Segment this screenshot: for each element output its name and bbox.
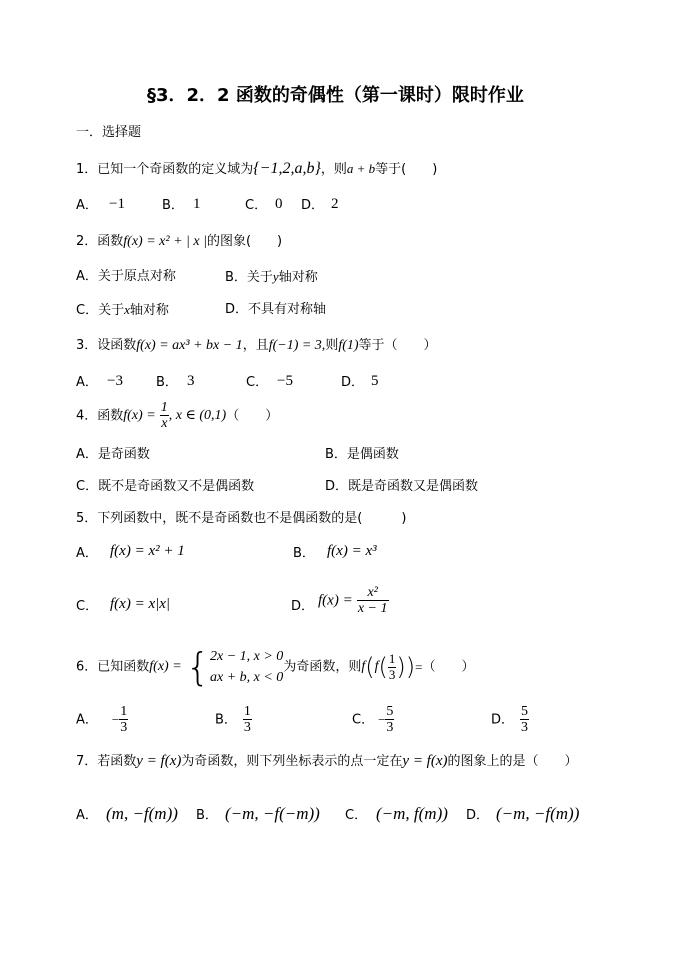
q6-eq: = <box>415 659 423 675</box>
question-6 <box>76 646 474 688</box>
section-heading: 一．选择题 <box>76 125 142 140</box>
q6-case-1: 2x − 1, x > 0 <box>209 649 284 664</box>
q1-option-d-value: 2 <box>331 196 339 212</box>
q1-option-c-label: C． <box>245 198 268 213</box>
q5-option-b-expr: f(x) = x³ <box>327 543 377 559</box>
q6-tail: （ ） <box>422 659 475 675</box>
q1-option-c-value: 0 <box>275 196 283 212</box>
q6-option-b-fraction <box>243 704 252 736</box>
q3-option-d-value: 5 <box>371 373 379 389</box>
q2-option-a: A．关于原点对称 <box>76 269 176 284</box>
q6-option-b-den: 3 <box>243 720 251 736</box>
q6-option-a <box>76 704 128 736</box>
q3-option-c-label: C． <box>246 375 269 390</box>
question-1 <box>76 161 437 177</box>
q2-option-c <box>76 303 169 317</box>
q2-option-d: D．不具有对称轴 <box>225 302 327 317</box>
q1-option-b-value: 1 <box>193 196 201 212</box>
q6-option-d-fraction <box>520 704 529 736</box>
q4-fraction <box>160 400 169 432</box>
q6-option-c-sign: − <box>378 712 386 728</box>
q2-option-b-tail: 轴对称 <box>278 270 318 285</box>
q6-ask-den: 3 <box>388 666 396 682</box>
q7-option-a-label: A． <box>76 808 98 823</box>
q3-option-b-label: B． <box>156 375 178 390</box>
q6-option-d-num: 5 <box>521 704 529 719</box>
q6-option-a-sign: − <box>111 712 120 728</box>
q6-option-a-label: A． <box>76 712 98 728</box>
q6-lhs: f(x) = <box>149 659 182 674</box>
q2-expr: f(x) = x² + | x | <box>123 234 207 249</box>
q4-domain: , x ∈ (0,1) <box>168 407 227 423</box>
q3-mid: ，且 <box>242 338 269 353</box>
q6-ask-inner: f <box>374 659 379 674</box>
q7-option-d-label: D． <box>466 808 490 823</box>
q7-mid: 为奇函数，则下列坐标表示的点一定在 <box>181 754 403 769</box>
q5-option-d-fraction <box>357 585 389 617</box>
q6-option-b <box>215 704 252 736</box>
q5-option-d-num: x² <box>357 585 389 601</box>
q6-brace: { <box>185 645 210 689</box>
q1-option-d-label: D． <box>301 198 325 213</box>
q2-option-b-label: B．关于 <box>225 270 273 285</box>
q6-option-d-den: 3 <box>521 720 529 736</box>
q4-option-d: D．既是奇函数又是偶函数 <box>325 479 479 494</box>
q4-fraction-num: 1 <box>160 400 168 415</box>
q7-option-a-value: (m, −f(m)) <box>106 804 178 823</box>
q3-option-b-value: 3 <box>187 373 195 389</box>
q3-option-a-value: −3 <box>107 373 123 389</box>
q4-option-a: A．是奇函数 <box>76 447 150 462</box>
q5-option-a-expr: f(x) = x² + 1 <box>110 543 185 559</box>
q6-piecewise <box>186 646 284 688</box>
q5-option-d-den: x − 1 <box>357 601 388 617</box>
q5-option-b-label: B． <box>293 546 315 561</box>
q6-option-a-fraction <box>119 704 128 736</box>
q6-option-b-label: B． <box>215 712 237 728</box>
q3-option-d-label: D． <box>341 375 365 390</box>
q4-fraction-den: x <box>161 416 168 432</box>
q6-option-a-num: 1 <box>120 704 128 719</box>
q6-option-b-num: 1 <box>243 704 251 719</box>
page-title: §3．2．2 函数的奇偶性（第一课时）限时作业 <box>147 85 524 106</box>
q3-mid2: 则 <box>325 338 339 353</box>
question-2 <box>76 235 282 249</box>
q1-tail: 等于( ) <box>375 162 438 177</box>
question-7 <box>76 754 578 769</box>
q4-stem: 4．函数 <box>76 408 124 424</box>
q7-option-b-value: (−m, −f(−m)) <box>225 804 320 823</box>
q7-option-c-label: C． <box>345 808 368 823</box>
q3-option-c-value: −5 <box>277 373 293 389</box>
q3-expr: f(x) = ax³ + bx − 1 <box>136 338 243 353</box>
q6-case-2: ax + b, x < 0 <box>209 670 284 685</box>
q6-option-c-den: 3 <box>386 720 394 736</box>
q2-option-c-var: x <box>124 302 130 317</box>
q6-ask-num: 1 <box>388 651 396 667</box>
q2-option-c-label: C．关于 <box>76 303 125 318</box>
q5-option-d-lhs: f(x) = <box>318 592 353 609</box>
q2-tail: 的图象( ) <box>206 234 283 249</box>
q5-option-d-label: D． <box>291 599 315 614</box>
q6-mid: 为奇函数，则 <box>283 659 362 675</box>
q6-option-d-label: D． <box>491 712 515 728</box>
q6-paren-open-inner: ( <box>378 653 388 681</box>
q3-ask: f(1) <box>338 338 359 353</box>
q1-stem: 1．已知一个奇函数的定义域为 <box>76 162 254 177</box>
q3-tail: 等于（ ） <box>358 338 437 353</box>
q7-option-c-value: (−m, f(m)) <box>376 804 448 823</box>
q6-stem: 6．已知函数 <box>76 659 150 675</box>
q6-option-a-den: 3 <box>120 720 128 736</box>
q4-lhs: f(x) = <box>123 407 156 423</box>
q1-option-a-label: A． <box>76 198 98 213</box>
q6-option-c <box>352 704 394 736</box>
q7-stem: 7．若函数 <box>76 754 137 769</box>
q6-option-c-fraction <box>385 704 394 736</box>
q1-set: {−1,2,a,b} <box>253 160 321 177</box>
q1-expr: a + b <box>346 161 376 176</box>
question-4 <box>76 400 278 432</box>
q2-option-b-var: y <box>272 269 279 284</box>
q6-option-c-num: 5 <box>386 704 394 719</box>
q7-option-d-value: (−m, −f(m)) <box>496 804 580 823</box>
q5-option-c-expr: f(x) = x|x| <box>110 596 170 612</box>
question-3 <box>76 339 437 353</box>
q2-stem: 2．函数 <box>76 234 124 249</box>
q6-option-d <box>491 704 529 736</box>
q4-option-b: B．是偶函数 <box>325 447 399 462</box>
q2-option-b <box>225 270 318 284</box>
q6-paren-open-outer: ( <box>365 653 375 681</box>
q7-option-b-label: B． <box>196 808 218 823</box>
q5-option-a-label: A． <box>76 546 98 561</box>
q6-paren-close-inner: ) <box>396 653 406 681</box>
q1-option-a-value: −1 <box>109 196 125 212</box>
q6-ask-outer: f <box>361 659 366 674</box>
q7-tail: 的图象上的是（ ） <box>447 754 578 769</box>
q5-option-c-label: C． <box>76 599 99 614</box>
question-5: 5．下列函数中，既不是奇函数也不是偶函数的是( ) <box>76 511 407 526</box>
q7-func2: y = f(x) <box>402 753 448 769</box>
q7-func: y = f(x) <box>136 753 182 769</box>
q3-stem: 3．设函数 <box>76 338 137 353</box>
q4-tail: （ ） <box>226 408 279 424</box>
q4-option-c: C．既不是奇函数又不是偶函数 <box>76 479 255 494</box>
q6-option-c-label: C． <box>352 712 375 728</box>
q2-option-c-tail: 轴对称 <box>129 303 169 318</box>
q1-mid: ，则 <box>320 162 347 177</box>
q3-cond: f(−1) = 3, <box>268 338 326 353</box>
q5-option-d-expr <box>318 585 389 617</box>
q3-option-a-label: A． <box>76 375 98 390</box>
q6-paren-close-outer: ) <box>405 653 416 681</box>
q1-option-b-label: B． <box>162 198 184 213</box>
